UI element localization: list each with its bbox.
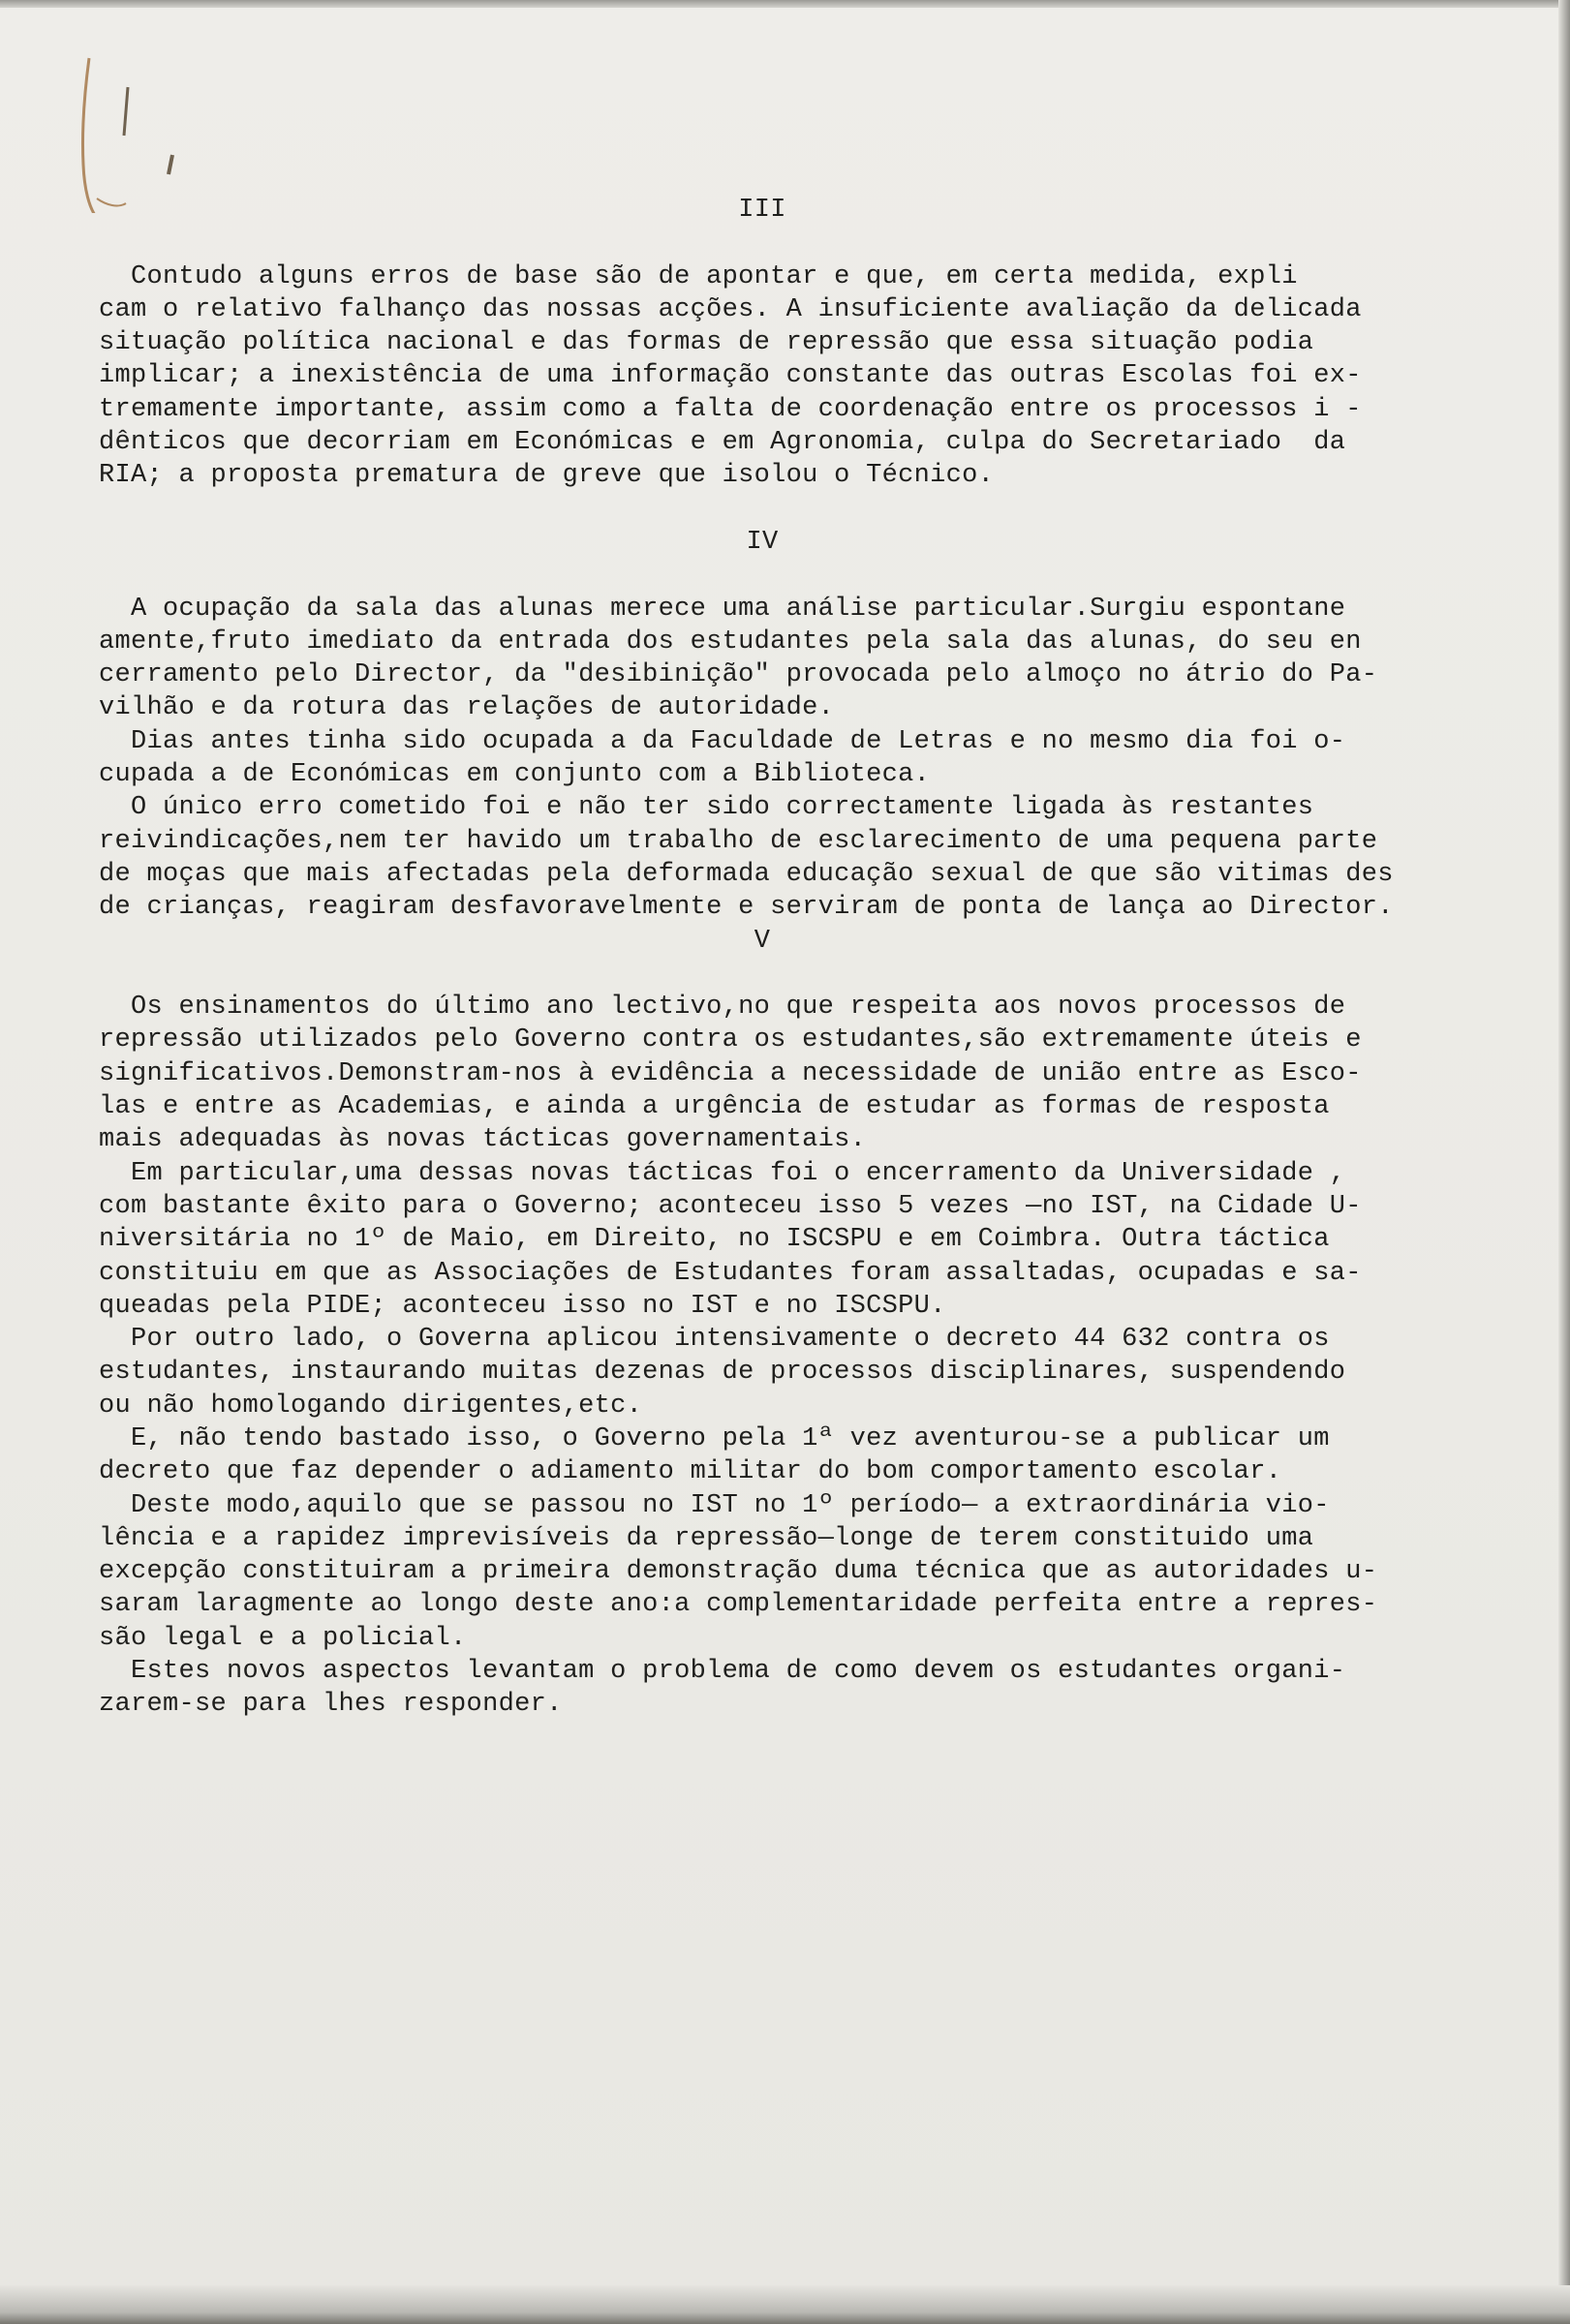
page-bottom-edge xyxy=(0,2285,1570,2324)
text-line: Os ensinamentos do último ano lectivo,no que respeita aos novos processos de xyxy=(99,993,1346,1023)
text-line: vilhão e da rotura das relações de autoridade. xyxy=(99,693,835,723)
text-line: queadas pela PIDE; aconteceu isso no IST e no ISCSPU. xyxy=(99,1291,946,1321)
handwritten-mark xyxy=(68,19,184,213)
text-line: implicar; a inexistência de uma informação constante das outras Escolas foi ex- xyxy=(99,361,1362,391)
text-line: saram laragmente ao longo deste ano:a complementaridade perfeita entre a repres- xyxy=(99,1590,1378,1620)
text-line: reivindicações,nem ter havido um trabalho de esclarecimento de uma pequena parte xyxy=(99,826,1378,856)
section-heading-iii: III xyxy=(738,196,786,225)
text-line: mais adequadas às novas tácticas governamentais. xyxy=(99,1125,867,1155)
text-line: Estes novos aspectos levantam o problema de como devem os estudantes organi- xyxy=(99,1657,1346,1687)
text-line: dênticos que decorriam em Económicas e em Agronomia, culpa do Secretariado da xyxy=(99,428,1346,458)
text-line: situação política nacional e das formas de repressão que essa situação podia xyxy=(99,328,1314,358)
text-line: las e entre as Academias, e ainda a urgência de estudar as formas de resposta xyxy=(99,1092,1330,1122)
text-line: O único erro cometido foi e não ter sido correctamente ligada às restantes xyxy=(99,793,1314,823)
text-line: ou não homologando dirigentes,etc. xyxy=(99,1391,643,1421)
text-line: estudantes, instaurando muitas dezenas de processos disciplinares, suspendendo xyxy=(99,1358,1346,1388)
text-line: cupada a de Económicas em conjunto com a Biblioteca. xyxy=(99,760,931,790)
text-line: de crianças, reagiram desfavoravelmente e serviram de ponta de lança ao Director. xyxy=(99,893,1394,923)
text-line: constituiu em que as Associações de Estudantes foram assaltadas, ocupadas e sa- xyxy=(99,1258,1362,1288)
text-line: zarem-se para lhes responder. xyxy=(99,1690,563,1720)
text-line: com bastante êxito para o Governo; aconteceu isso 5 vezes —no IST, na Cidade U- xyxy=(99,1191,1362,1221)
text-line: Em particular,uma dessas novas tácticas foi o encerramento da Universidade , xyxy=(99,1158,1346,1188)
text-line: RIA; a proposta prematura de greve que isolou o Técnico. xyxy=(99,461,995,491)
text-line: Deste modo,aquilo que se passou no IST no 1º período— a extraordinária vio- xyxy=(99,1490,1330,1520)
text-line: Contudo alguns erros de base são de apontar e que, em certa medida, expli xyxy=(99,261,1298,291)
text-line: repressão utilizados pelo Governo contra os estudantes,são extremamente úteis e xyxy=(99,1025,1362,1055)
section-v-text xyxy=(99,991,1426,1722)
section-heading-v: V xyxy=(754,926,771,956)
text-line: de moças que mais afectadas pela deformada educação sexual de que são vitimas des xyxy=(99,859,1394,889)
section-iv-text xyxy=(99,593,1426,925)
text-line: cam o relativo falhanço das nossas acções. A insuficiente avaliação da delicada xyxy=(99,294,1362,324)
page-top-edge xyxy=(0,0,1570,8)
text-line: são legal e a policial. xyxy=(99,1623,467,1653)
text-line: excepção constituiram a primeira demonstração duma técnica que as autoridades u- xyxy=(99,1557,1378,1587)
text-line: niversitária no 1º de Maio, em Direito, no ISCSPU e em Coimbra. Outra táctica xyxy=(99,1225,1330,1255)
text-line: E, não tendo bastado isso, o Governo pela 1ª vez aventurou-se a publicar um xyxy=(99,1423,1330,1453)
text-line: lência e a rapidez imprevisíveis da repressão—longe de terem constituido uma xyxy=(99,1523,1314,1553)
text-line: Dias antes tinha sido ocupada a da Faculdade de Letras e no mesmo dia foi o- xyxy=(99,726,1346,756)
page-right-edge xyxy=(1558,0,1570,2324)
text-line: tremamente importante, assim como a falta de coordenação entre os processos i - xyxy=(99,394,1362,424)
text-line: cerramento pelo Director, da "desibinição" provocada pelo almoço no átrio do Pa- xyxy=(99,660,1378,690)
section-iii-text xyxy=(99,260,1426,493)
text-line: decreto que faz depender o adiamento militar do bom comportamento escolar. xyxy=(99,1457,1282,1487)
text-line: significativos.Demonstram-nos à evidência a necessidade de união entre as Esco- xyxy=(99,1058,1362,1088)
text-line: Por outro lado, o Governa aplicou intensivamente o decreto 44 632 contra os xyxy=(99,1325,1330,1355)
text-line: A ocupação da sala das alunas merece uma análise particular.Surgiu espontane xyxy=(99,594,1346,624)
section-heading-iv: IV xyxy=(746,527,779,557)
document-body xyxy=(99,194,1426,1722)
text-line: amente,fruto imediato da entrada dos estudantes pela sala das alunas, do seu en xyxy=(99,627,1362,657)
